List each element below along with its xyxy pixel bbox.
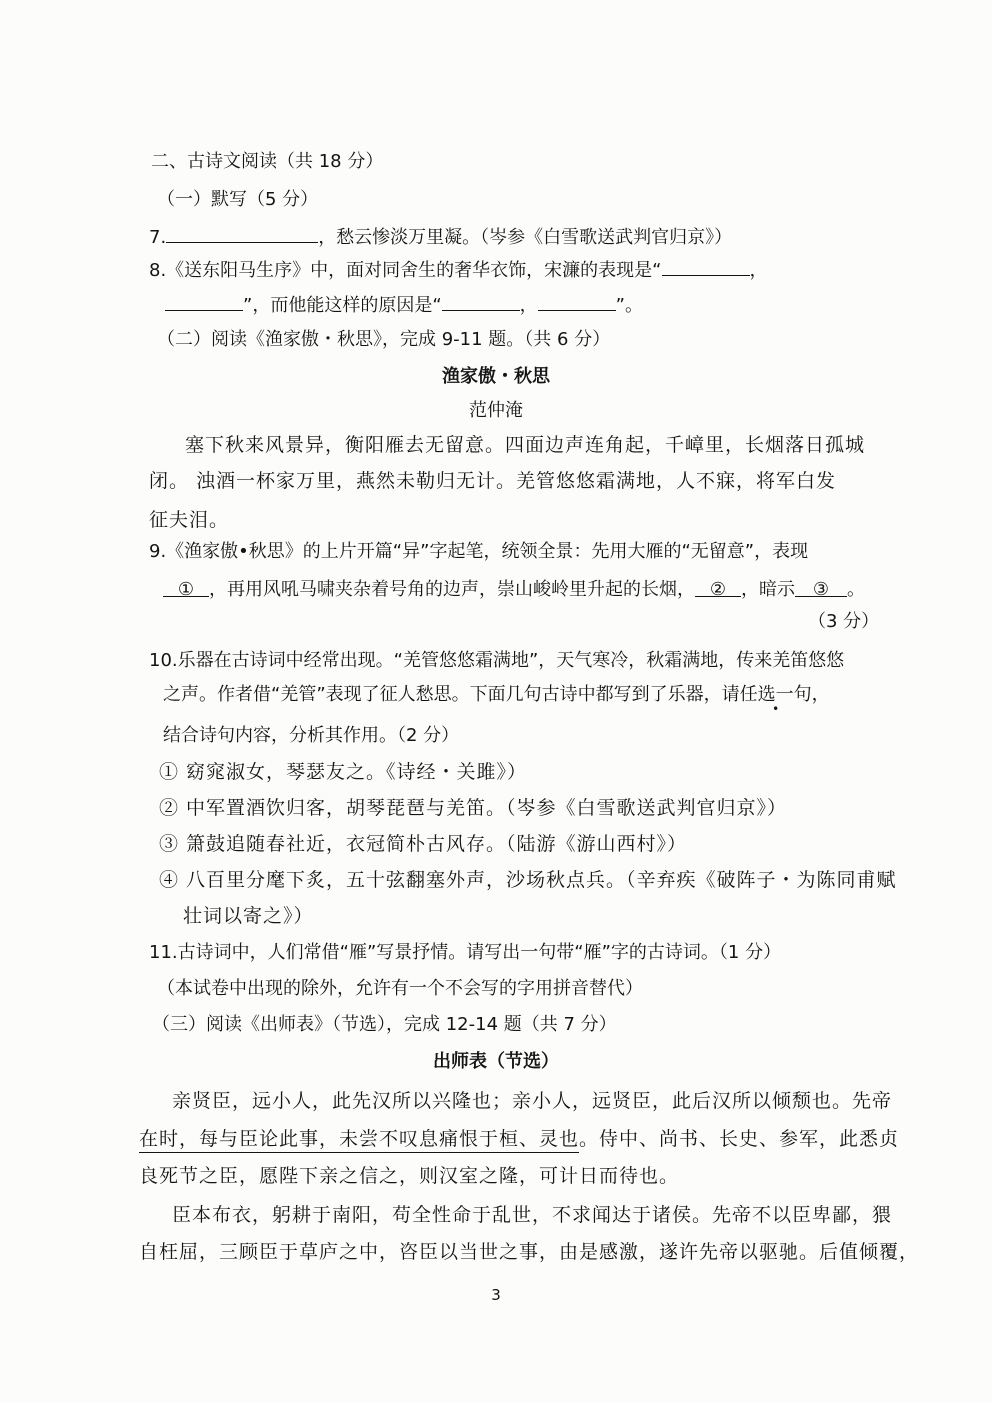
option-2: ② 中军置酒饮归客，胡琴琵琶与羌笛。（岑参《白雪歌送武判官归京》） xyxy=(159,797,788,819)
question-8-blank-4[interactable] xyxy=(538,292,616,311)
question-9-end: 。 xyxy=(847,579,865,600)
option-4-line2: 壮词以寄之》） xyxy=(183,905,314,927)
question-9-line1: 9.《渔家傲•秋思》的上片开篇“异”字起笔，统领全景：先用大雁的“无留意”，表现 xyxy=(149,541,809,562)
question-8-line1 xyxy=(149,257,768,283)
question-9-blank-1[interactable] xyxy=(163,578,209,600)
question-7-number: 7. xyxy=(149,227,167,248)
question-7-blank[interactable] xyxy=(166,224,318,243)
question-11-line1: 11.古诗词中，人们常借“雁”写景抒情。请写出一句带“雁”字的古诗词。（1 分） xyxy=(149,942,782,963)
option-1: ① 窈窕淑女，琴瑟友之。《诗经・关雎》） xyxy=(159,761,528,783)
question-10-line3: 结合诗句内容，分析其作用。（2 分） xyxy=(163,725,460,746)
poem-line-1: 塞下秋来风景异，衡阳雁去无留意。四面边声连角起，千嶂里，长烟落日孤城 xyxy=(185,434,866,456)
part2-heading: （二）阅读《渔家傲・秋思》，完成 9-11 题。（共 6 分） xyxy=(157,329,611,350)
question-9-blank-2[interactable] xyxy=(695,578,741,600)
question-10-punct: ， xyxy=(811,684,830,705)
question-11-line2: （本试卷中出现的除外，允许有一个不会写的字用拼音替代） xyxy=(157,978,643,999)
section-title: 二、古诗文阅读（共 18 分） xyxy=(151,151,384,172)
question-9-score: （3 分） xyxy=(808,611,880,632)
question-10-line1: 10.乐器在古诗词中经常出现。“羌管悠悠霜满地”，天气寒冷，秋霜满地，传来羌笛悠悠 xyxy=(149,650,845,671)
blank-marker-1: ① xyxy=(177,579,195,600)
question-9-text: ，再用风吼马啸夹杂着号角的边声，崇山峻岭里升起的长烟， xyxy=(209,579,695,600)
question-8-blank-1[interactable] xyxy=(662,257,750,276)
passage-title: 出师表（节选） xyxy=(433,1051,559,1072)
question-8-line2 xyxy=(165,292,643,318)
question-8-punct: ， xyxy=(749,260,768,281)
passage-p1-line2 xyxy=(139,1127,899,1151)
question-8-blank-2[interactable] xyxy=(165,292,243,311)
poem-title: 渔家傲・秋思 xyxy=(442,366,550,387)
passage-p1-line3: 良死节之臣，愿陛下亲之信之，则汉室之隆，可计日而待也。 xyxy=(139,1165,680,1187)
underlined-sentence: 在时，每与臣论此事，未尝不叹息痛恨于桓、灵也 xyxy=(139,1128,579,1153)
poem-author: 范仲淹 xyxy=(469,400,523,421)
part3-heading: （三）阅读《出师表》（节选），完成 12-14 题（共 7 分） xyxy=(152,1014,617,1035)
emphasis-dotted-text: 任选一句 xyxy=(739,684,812,705)
blank-marker-2: ② xyxy=(709,579,727,600)
blank-marker-3: ③ xyxy=(812,579,830,600)
question-8-punct-3: ”。 xyxy=(615,295,643,316)
question-9-text-2: ，暗示 xyxy=(741,579,795,600)
passage-p1-line1: 亲贤臣，远小人，此先汉所以兴隆也；亲小人，远贤臣，此后汉所以倾颓也。先帝 xyxy=(172,1090,893,1112)
passage-p1-line2-rest: 。侍中、尚书、长史、参军，此悉贞 xyxy=(579,1128,900,1150)
question-8-text: 8.《送东阳马生序》中，面对同舍生的奢华衣饰，宋濂的表现是“ xyxy=(149,260,662,281)
question-7 xyxy=(149,224,732,250)
question-9-blank-3[interactable] xyxy=(795,578,847,600)
question-8-punct-2: ， xyxy=(519,295,538,316)
poem-line-2: 闭。 浊酒一杯家万里，燕然未勒归无计。羌管悠悠霜满地，人不寐，将军白发 xyxy=(149,470,837,492)
passage-p2-line2: 自枉屈，三顾臣于草庐之中，咨臣以当世之事，由是感激，遂许先帝以驱驰。后值倾覆， xyxy=(139,1241,920,1263)
question-8-text-2: ”，而他能这样的原因是“ xyxy=(243,295,442,316)
question-8-blank-3[interactable] xyxy=(442,292,520,311)
option-4-line1: ④ 八百里分麾下炙，五十弦翻塞外声，沙场秋点兵。（辛弃疾《破阵子・为陈同甫赋 xyxy=(159,869,897,891)
question-7-text: ，愁云惨淡万里凝。（岑参《白雪歌送武判官归京》） xyxy=(318,227,733,248)
poem-line-3: 征夫泪。 xyxy=(149,509,230,531)
part1-heading: （一）默写（5 分） xyxy=(157,189,319,210)
question-10-text: 之声。作者借“羌管”表现了征人愁思。下面几句古诗中都写到了乐器，请 xyxy=(163,684,740,705)
option-3: ③ 箫鼓追随春社近，衣冠简朴古风存。（陆游《游山西村》） xyxy=(159,833,688,855)
question-10-line2 xyxy=(163,683,830,707)
passage-p2-line1: 臣本布衣，躬耕于南阳，苟全性命于乱世，不求闻达于诸侯。先帝不以臣卑鄙，猥 xyxy=(172,1204,893,1226)
question-9-line2 xyxy=(163,578,865,602)
page-number: 3 xyxy=(491,1286,501,1304)
